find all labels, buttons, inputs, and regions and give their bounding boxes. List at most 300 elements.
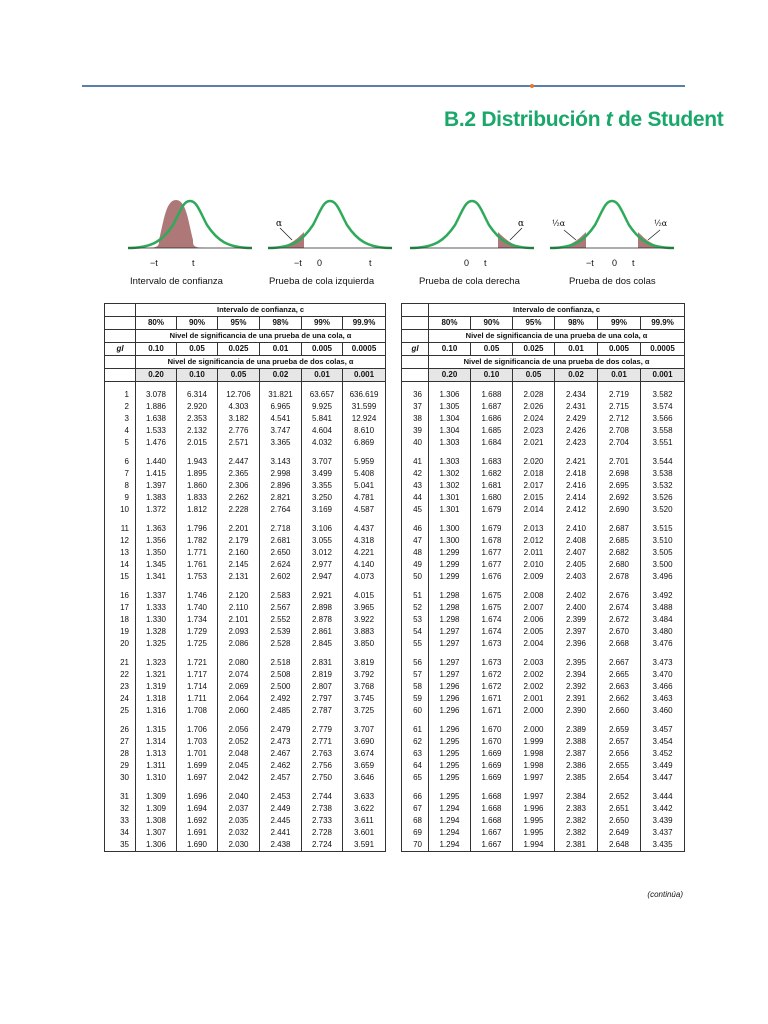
critical-value: 2.023	[513, 425, 555, 437]
critical-value: 1.711	[177, 693, 218, 705]
critical-value: 2.005	[513, 626, 555, 638]
one-tail-level: 0.10	[136, 343, 177, 356]
critical-value: 1.678	[471, 535, 513, 547]
degrees-of-freedom: 22	[105, 669, 136, 681]
critical-value: 3.452	[641, 748, 685, 760]
critical-value: 2.552	[260, 614, 302, 626]
table-row	[402, 468, 685, 480]
critical-value: 2.728	[302, 827, 343, 839]
degrees-of-freedom: 39	[402, 425, 429, 437]
critical-value: 3.551	[641, 437, 685, 449]
critical-value: 2.518	[260, 657, 302, 669]
two-tail-caption: Nivel de significancia de una prueba de dos colas, α	[136, 356, 386, 369]
critical-value: 2.421	[555, 456, 598, 468]
one-tail-level: 0.01	[555, 343, 598, 356]
critical-value: 2.674	[598, 602, 641, 614]
degrees-of-freedom: 31	[105, 791, 136, 803]
critical-value: 2.528	[260, 638, 302, 650]
critical-value: 2.402	[555, 590, 598, 602]
critical-value: 2.015	[177, 437, 218, 449]
critical-value: 12.924	[343, 413, 386, 425]
critical-value: 1.295	[429, 760, 471, 772]
critical-value: 1.300	[429, 535, 471, 547]
critical-value: 2.977	[302, 559, 343, 571]
critical-value: 2.418	[555, 468, 598, 480]
critical-value: 3.922	[343, 614, 386, 626]
critical-value: 2.685	[598, 535, 641, 547]
critical-value: 3.532	[641, 480, 685, 492]
critical-value: 2.382	[555, 827, 598, 839]
critical-value: 1.997	[513, 772, 555, 784]
degrees-of-freedom: 52	[402, 602, 429, 614]
header-corner	[402, 356, 429, 369]
critical-value: 3.466	[641, 681, 685, 693]
tick-label: t	[484, 258, 487, 268]
critical-value: 3.574	[641, 401, 685, 413]
critical-value: 1.309	[136, 791, 177, 803]
critical-value: 3.500	[641, 559, 685, 571]
table-row	[402, 535, 685, 547]
critical-value: 2.397	[555, 626, 598, 638]
table-row	[105, 480, 386, 492]
critical-value: 1.668	[471, 791, 513, 803]
two-tail-caption: Nivel de significancia de una prueba de dos colas, α	[429, 356, 685, 369]
degrees-of-freedom: 47	[402, 535, 429, 547]
table-row	[105, 547, 386, 559]
table-row	[105, 401, 386, 413]
header-corner	[402, 369, 429, 382]
table-row	[105, 791, 386, 803]
critical-value: 1.298	[429, 614, 471, 626]
degrees-of-freedom: 25	[105, 705, 136, 717]
critical-value: 1.998	[513, 748, 555, 760]
critical-value: 1.833	[177, 492, 218, 504]
critical-value: 2.787	[302, 705, 343, 717]
confidence-level: 99%	[598, 317, 641, 330]
critical-value: 1.673	[471, 657, 513, 669]
critical-value: 1.725	[177, 638, 218, 650]
critical-value: 1.734	[177, 614, 218, 626]
critical-value: 4.318	[343, 535, 386, 547]
one-tail-level: 0.05	[177, 343, 218, 356]
critical-value: 1.297	[429, 626, 471, 638]
critical-value: 1.363	[136, 523, 177, 535]
table-row	[105, 803, 386, 815]
critical-value: 3.707	[302, 456, 343, 468]
tick-label: t	[192, 258, 195, 268]
critical-value: 3.520	[641, 504, 685, 516]
confidence-level: 99.9%	[343, 317, 386, 330]
degrees-of-freedom: 54	[402, 626, 429, 638]
critical-value: 3.582	[641, 389, 685, 401]
confidence-level: 98%	[555, 317, 598, 330]
header-corner	[105, 330, 136, 343]
critical-value: 1.687	[471, 401, 513, 413]
critical-value: 2.602	[260, 571, 302, 583]
table-row	[402, 401, 685, 413]
critical-value: 2.408	[555, 535, 598, 547]
one-tail-level: 0.0005	[343, 343, 386, 356]
critical-value: 2.690	[598, 504, 641, 516]
table-row	[402, 693, 685, 705]
critical-value: 31.821	[260, 389, 302, 401]
critical-value: 2.006	[513, 614, 555, 626]
critical-value: 4.073	[343, 571, 386, 583]
table-row	[105, 389, 386, 401]
critical-value: 3.463	[641, 693, 685, 705]
table-row	[105, 425, 386, 437]
critical-value: 3.250	[302, 492, 343, 504]
degrees-of-freedom: 60	[402, 705, 429, 717]
critical-value: 2.704	[598, 437, 641, 449]
confidence-level: 95%	[513, 317, 555, 330]
critical-value: 1.304	[429, 413, 471, 425]
table-row	[105, 626, 386, 638]
critical-value: 2.845	[302, 638, 343, 650]
critical-value: 1.297	[429, 638, 471, 650]
critical-value: 2.384	[555, 791, 598, 803]
critical-value: 2.306	[218, 480, 260, 492]
table-row	[402, 791, 685, 803]
header-corner	[105, 317, 136, 330]
critical-value: 3.544	[641, 456, 685, 468]
gl-label: gl	[402, 343, 429, 356]
critical-value: 3.012	[302, 547, 343, 559]
critical-value: 1.668	[471, 815, 513, 827]
critical-value: 1.309	[136, 803, 177, 815]
critical-value: 1.294	[429, 827, 471, 839]
critical-value: 2.776	[218, 425, 260, 437]
degrees-of-freedom: 68	[402, 815, 429, 827]
degrees-of-freedom: 69	[402, 827, 429, 839]
degrees-of-freedom: 53	[402, 614, 429, 626]
critical-value: 1.675	[471, 590, 513, 602]
critical-value: 2.064	[218, 693, 260, 705]
critical-value: 2.179	[218, 535, 260, 547]
critical-value: 1.717	[177, 669, 218, 681]
degrees-of-freedom: 9	[105, 492, 136, 504]
critical-value: 2.659	[598, 724, 641, 736]
svg-text:α: α	[518, 219, 525, 229]
degrees-of-freedom: 65	[402, 772, 429, 784]
two-tail-level: 0.02	[260, 369, 302, 382]
critical-value: 2.405	[555, 559, 598, 571]
tick-label: −t	[150, 258, 158, 268]
degrees-of-freedom: 10	[105, 504, 136, 516]
distribution-diagrams	[118, 190, 698, 270]
critical-value: 1.995	[513, 827, 555, 839]
critical-value: 1.706	[177, 724, 218, 736]
tick-label: −t	[294, 258, 302, 268]
critical-value: 2.567	[260, 602, 302, 614]
critical-value: 2.074	[218, 669, 260, 681]
critical-value: 2.712	[598, 413, 641, 425]
degrees-of-freedom: 1	[105, 389, 136, 401]
critical-value: 2.412	[555, 504, 598, 516]
critical-value: 2.056	[218, 724, 260, 736]
table-row	[402, 602, 685, 614]
degrees-of-freedom: 56	[402, 657, 429, 669]
critical-value: 3.143	[260, 456, 302, 468]
confidence-level: 80%	[429, 317, 471, 330]
critical-value: 3.566	[641, 413, 685, 425]
degrees-of-freedom: 16	[105, 590, 136, 602]
critical-value: 2.353	[177, 413, 218, 425]
critical-value: 1.677	[471, 547, 513, 559]
critical-value: 3.476	[641, 638, 685, 650]
diagram-caption: Prueba de cola izquierda	[269, 276, 375, 287]
critical-value: 6.869	[343, 437, 386, 449]
degrees-of-freedom: 29	[105, 760, 136, 772]
critical-value: 1.714	[177, 681, 218, 693]
header-corner	[402, 304, 429, 317]
degrees-of-freedom: 38	[402, 413, 429, 425]
critical-value: 2.756	[302, 760, 343, 772]
table-row	[105, 693, 386, 705]
degrees-of-freedom: 63	[402, 748, 429, 760]
header-rule	[82, 85, 685, 87]
critical-value: 3.454	[641, 736, 685, 748]
critical-value: 1.685	[471, 425, 513, 437]
critical-value: 1.681	[471, 480, 513, 492]
critical-value: 1.302	[429, 480, 471, 492]
critical-value: 1.667	[471, 827, 513, 839]
table-row	[402, 760, 685, 772]
one-tail-level: 0.05	[471, 343, 513, 356]
critical-value: 3.444	[641, 791, 685, 803]
critical-value: 1.310	[136, 772, 177, 784]
critical-value: 3.601	[343, 827, 386, 839]
table-row	[402, 638, 685, 650]
two-tail-level: 0.001	[641, 369, 685, 382]
table-row	[105, 571, 386, 583]
confidence-level: 99%	[302, 317, 343, 330]
critical-value: 2.037	[218, 803, 260, 815]
degrees-of-freedom: 5	[105, 437, 136, 449]
critical-value: 2.388	[555, 736, 598, 748]
critical-value: 2.069	[218, 681, 260, 693]
critical-value: 2.020	[513, 456, 555, 468]
critical-value: 2.000	[513, 705, 555, 717]
table-row	[105, 736, 386, 748]
critical-value: 3.460	[641, 705, 685, 717]
table-row	[402, 827, 685, 839]
critical-value: 1.683	[471, 456, 513, 468]
critical-value: 1.304	[429, 425, 471, 437]
critical-value: 2.030	[218, 839, 260, 852]
critical-value: 2.539	[260, 626, 302, 638]
degrees-of-freedom: 61	[402, 724, 429, 736]
critical-value: 1.672	[471, 669, 513, 681]
critical-value: 1.341	[136, 571, 177, 583]
critical-value: 2.262	[218, 492, 260, 504]
critical-value: 2.003	[513, 657, 555, 669]
critical-value: 636.619	[343, 389, 386, 401]
critical-value: 2.021	[513, 437, 555, 449]
critical-value: 2.676	[598, 590, 641, 602]
table-row	[105, 468, 386, 480]
critical-value: 2.457	[260, 772, 302, 784]
one-tail-level: 0.025	[513, 343, 555, 356]
critical-value: 3.437	[641, 827, 685, 839]
critical-value: 2.228	[218, 504, 260, 516]
degrees-of-freedom: 59	[402, 693, 429, 705]
critical-value: 2.010	[513, 559, 555, 571]
critical-value: 2.718	[260, 523, 302, 535]
critical-value: 2.007	[513, 602, 555, 614]
critical-value: 2.048	[218, 748, 260, 760]
critical-value: 5.959	[343, 456, 386, 468]
critical-value: 3.526	[641, 492, 685, 504]
table-row	[402, 425, 685, 437]
table-row	[402, 413, 685, 425]
critical-value: 2.947	[302, 571, 343, 583]
critical-value: 2.831	[302, 657, 343, 669]
critical-value: 1.671	[471, 705, 513, 717]
critical-value: 2.365	[218, 468, 260, 480]
degrees-of-freedom: 28	[105, 748, 136, 760]
critical-value: 3.505	[641, 547, 685, 559]
table-row	[402, 389, 685, 401]
critical-value: 1.771	[177, 547, 218, 559]
critical-value: 2.670	[598, 626, 641, 638]
svg-text:α: α	[276, 219, 283, 229]
critical-value: 2.032	[218, 827, 260, 839]
critical-value: 2.698	[598, 468, 641, 480]
critical-value: 4.032	[302, 437, 343, 449]
diagram-confidence-interval	[128, 200, 252, 248]
critical-value: 1.997	[513, 791, 555, 803]
critical-value: 2.701	[598, 456, 641, 468]
critical-value: 1.295	[429, 772, 471, 784]
degrees-of-freedom: 41	[402, 456, 429, 468]
critical-value: 2.508	[260, 669, 302, 681]
one-tail-caption: Nivel de significancia de una prueba de una cola, α	[136, 330, 386, 343]
critical-value: 2.473	[260, 736, 302, 748]
critical-value: 1.345	[136, 559, 177, 571]
critical-value: 2.687	[598, 523, 641, 535]
degrees-of-freedom: 43	[402, 480, 429, 492]
critical-value: 2.052	[218, 736, 260, 748]
critical-value: 2.434	[555, 389, 598, 401]
critical-value: 1.330	[136, 614, 177, 626]
critical-value: 2.650	[260, 547, 302, 559]
critical-value: 1.296	[429, 724, 471, 736]
critical-value: 1.300	[429, 523, 471, 535]
header-corner	[105, 356, 136, 369]
table-row	[105, 504, 386, 516]
critical-value: 1.295	[429, 736, 471, 748]
critical-value: 3.078	[136, 389, 177, 401]
critical-value: 1.301	[429, 504, 471, 516]
table-row	[402, 815, 685, 827]
critical-value: 1.306	[429, 389, 471, 401]
one-tail-level: 0.10	[429, 343, 471, 356]
critical-value: 2.500	[260, 681, 302, 693]
critical-value: 2.093	[218, 626, 260, 638]
diagram-caption: Prueba de dos colas	[569, 276, 656, 287]
critical-value: 3.499	[302, 468, 343, 480]
critical-value: 1.995	[513, 815, 555, 827]
critical-value: 1.679	[471, 523, 513, 535]
header-corner	[402, 317, 429, 330]
degrees-of-freedom: 35	[105, 839, 136, 852]
critical-value: 2.657	[598, 736, 641, 748]
table-row	[402, 681, 685, 693]
critical-value: 5.841	[302, 413, 343, 425]
confidence-level: 95%	[218, 317, 260, 330]
critical-value: 2.449	[260, 803, 302, 815]
critical-value: 1.313	[136, 748, 177, 760]
critical-value: 3.510	[641, 535, 685, 547]
table-row	[105, 760, 386, 772]
diagram-caption: Intervalo de confianza	[130, 276, 223, 287]
critical-value: 2.807	[302, 681, 343, 693]
critical-value: 2.387	[555, 748, 598, 760]
critical-value: 1.999	[513, 736, 555, 748]
critical-value: 2.394	[555, 669, 598, 681]
critical-value: 1.696	[177, 791, 218, 803]
critical-value: 2.438	[260, 839, 302, 852]
critical-value: 2.660	[598, 705, 641, 717]
table-row	[402, 724, 685, 736]
degrees-of-freedom: 30	[105, 772, 136, 784]
critical-value: 1.298	[429, 590, 471, 602]
critical-value: 2.649	[598, 827, 641, 839]
confidence-level: 99.9%	[641, 317, 685, 330]
critical-value: 2.396	[555, 638, 598, 650]
critical-value: 1.294	[429, 803, 471, 815]
degrees-of-freedom: 67	[402, 803, 429, 815]
critical-value: 6.314	[177, 389, 218, 401]
critical-value: 2.060	[218, 705, 260, 717]
critical-value: 2.668	[598, 638, 641, 650]
critical-value: 3.442	[641, 803, 685, 815]
table-row	[402, 590, 685, 602]
critical-value: 1.671	[471, 693, 513, 705]
critical-value: 2.738	[302, 803, 343, 815]
critical-value: 1.372	[136, 504, 177, 516]
critical-value: 2.381	[555, 839, 598, 852]
degrees-of-freedom: 21	[105, 657, 136, 669]
critical-value: 1.703	[177, 736, 218, 748]
critical-value: 1.673	[471, 638, 513, 650]
degrees-of-freedom: 45	[402, 504, 429, 516]
critical-value: 2.764	[260, 504, 302, 516]
critical-value: 1.746	[177, 590, 218, 602]
critical-value: 2.797	[302, 693, 343, 705]
critical-value: 3.182	[218, 413, 260, 425]
critical-value: 2.004	[513, 638, 555, 650]
critical-value: 2.771	[302, 736, 343, 748]
critical-value: 2.403	[555, 571, 598, 583]
critical-value: 2.410	[555, 523, 598, 535]
critical-value: 1.669	[471, 748, 513, 760]
critical-value: 3.633	[343, 791, 386, 803]
critical-value: 2.024	[513, 413, 555, 425]
critical-value: 1.297	[429, 669, 471, 681]
confidence-level: 80%	[136, 317, 177, 330]
critical-value: 1.674	[471, 626, 513, 638]
critical-value: 2.663	[598, 681, 641, 693]
degrees-of-freedom: 6	[105, 456, 136, 468]
critical-value: 2.662	[598, 693, 641, 705]
critical-value: 2.667	[598, 657, 641, 669]
critical-value: 3.365	[260, 437, 302, 449]
table-row	[105, 669, 386, 681]
critical-value: 2.492	[260, 693, 302, 705]
table-row	[105, 815, 386, 827]
